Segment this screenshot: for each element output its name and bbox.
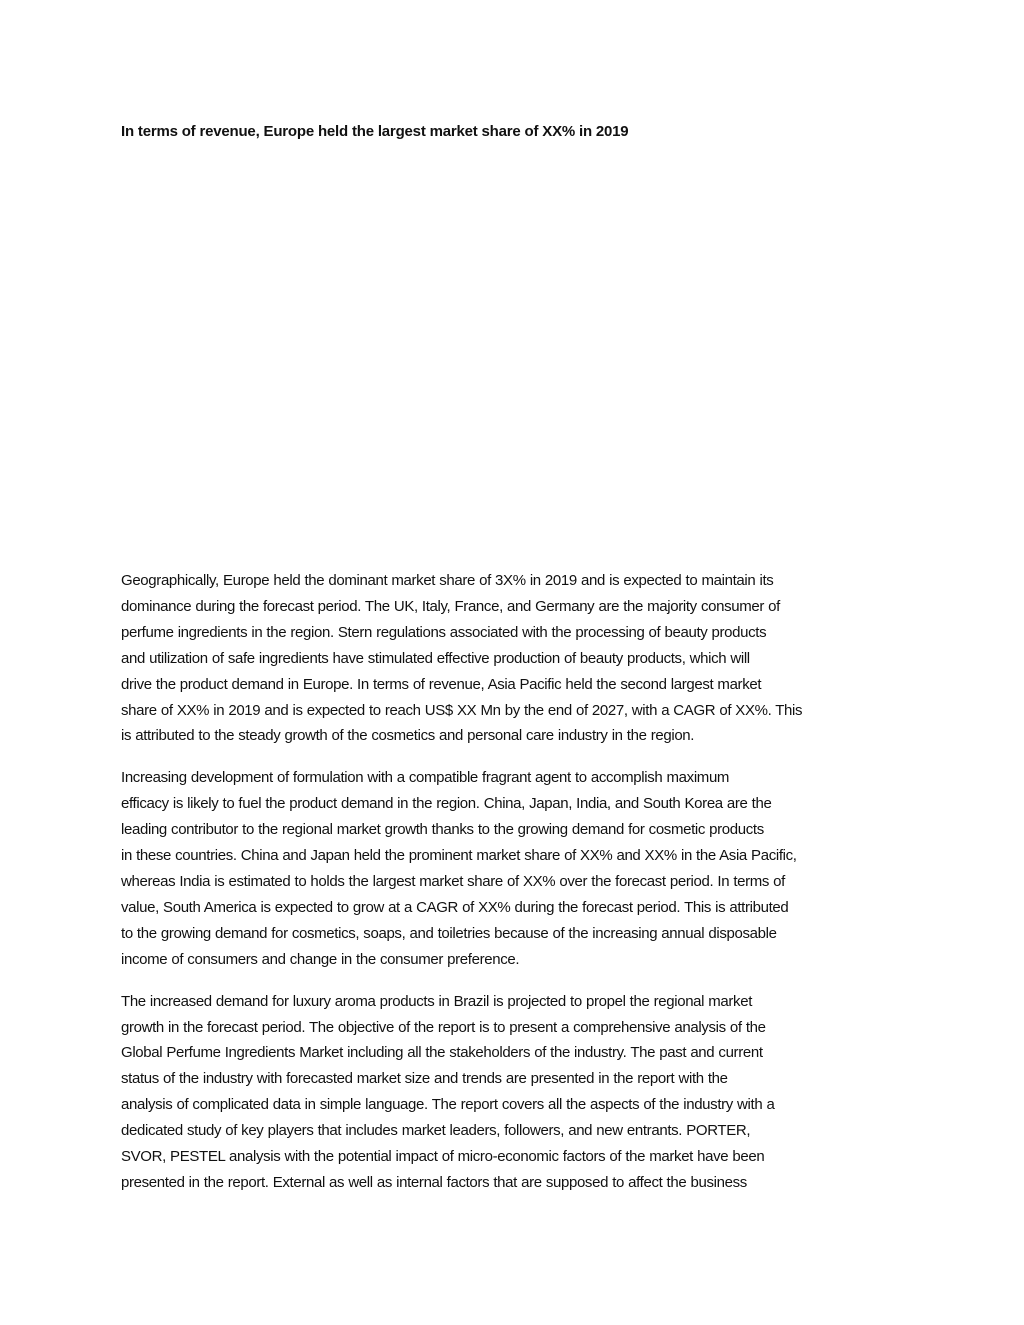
paragraph-formulation: Increasing development of formulation with a compatible fragrant agent to accomplish maximum efficacy is likely to fuel the product demand in the region. China, Japan, India, and South Korea are the leading contributor to the regional market growth thanks to the growing demand for cosmetic products in these countries. China and Japan held the prominent market share of XX% and XX% in the Asia Pacific, whereas India is estimated to holds the largest market share of XX% over the forecast period. In terms of value, South America is expected to grow at a CAGR of XX% during the forecast period. This is attributed to the growing demand for cosmetics, soaps, and toiletries because of the increasing annual disposable income of consumers and change in the consumer preference. (121, 769, 797, 968)
body-text (121, 568, 911, 1212)
paragraph-geography: Geographically, Europe held the dominant market share of 3X% in 2019 and is expected to maintain its dominance during the forecast period. The UK, Italy, France, and Germany are the majority consumer of perfume ingredients in the region. Stern regulations associated with the processing of beauty products and utilization of safe ingredients have stimulated effective production of beauty products, which will drive the product demand in Europe. In terms of revenue, Asia Pacific held the second largest market share of XX% in 2019 and is expected to reach US$ XX Mn by the end of 2027, with a CAGR of XX%. This is attributed to the steady growth of the cosmetics and personal care industry in the region. (121, 572, 803, 745)
paragraph-report-objective: The increased demand for luxury aroma products in Brazil is projected to propel the regional market growth in the forecast period. The objective of the report is to present a comprehensive analysis of the Global Perfume Ingredients Market including all the stakeholders of the industry. The past and current status of the industry with forecasted market size and trends are presented in the report with the analysis of complicated data in simple language. The report covers all the aspects of the industry with a dedicated study of key players that includes market leaders, followers, and new entrants. PORTER, SVOR, PESTEL analysis with the potential impact of micro-economic factors of the market have been presented in the report. External as well as internal factors that are supposed to affect the business (121, 992, 775, 1191)
blank-figure-area (121, 160, 903, 555)
section-heading: In terms of revenue, Europe held the largest market share of XX% in 2019 (121, 123, 629, 140)
